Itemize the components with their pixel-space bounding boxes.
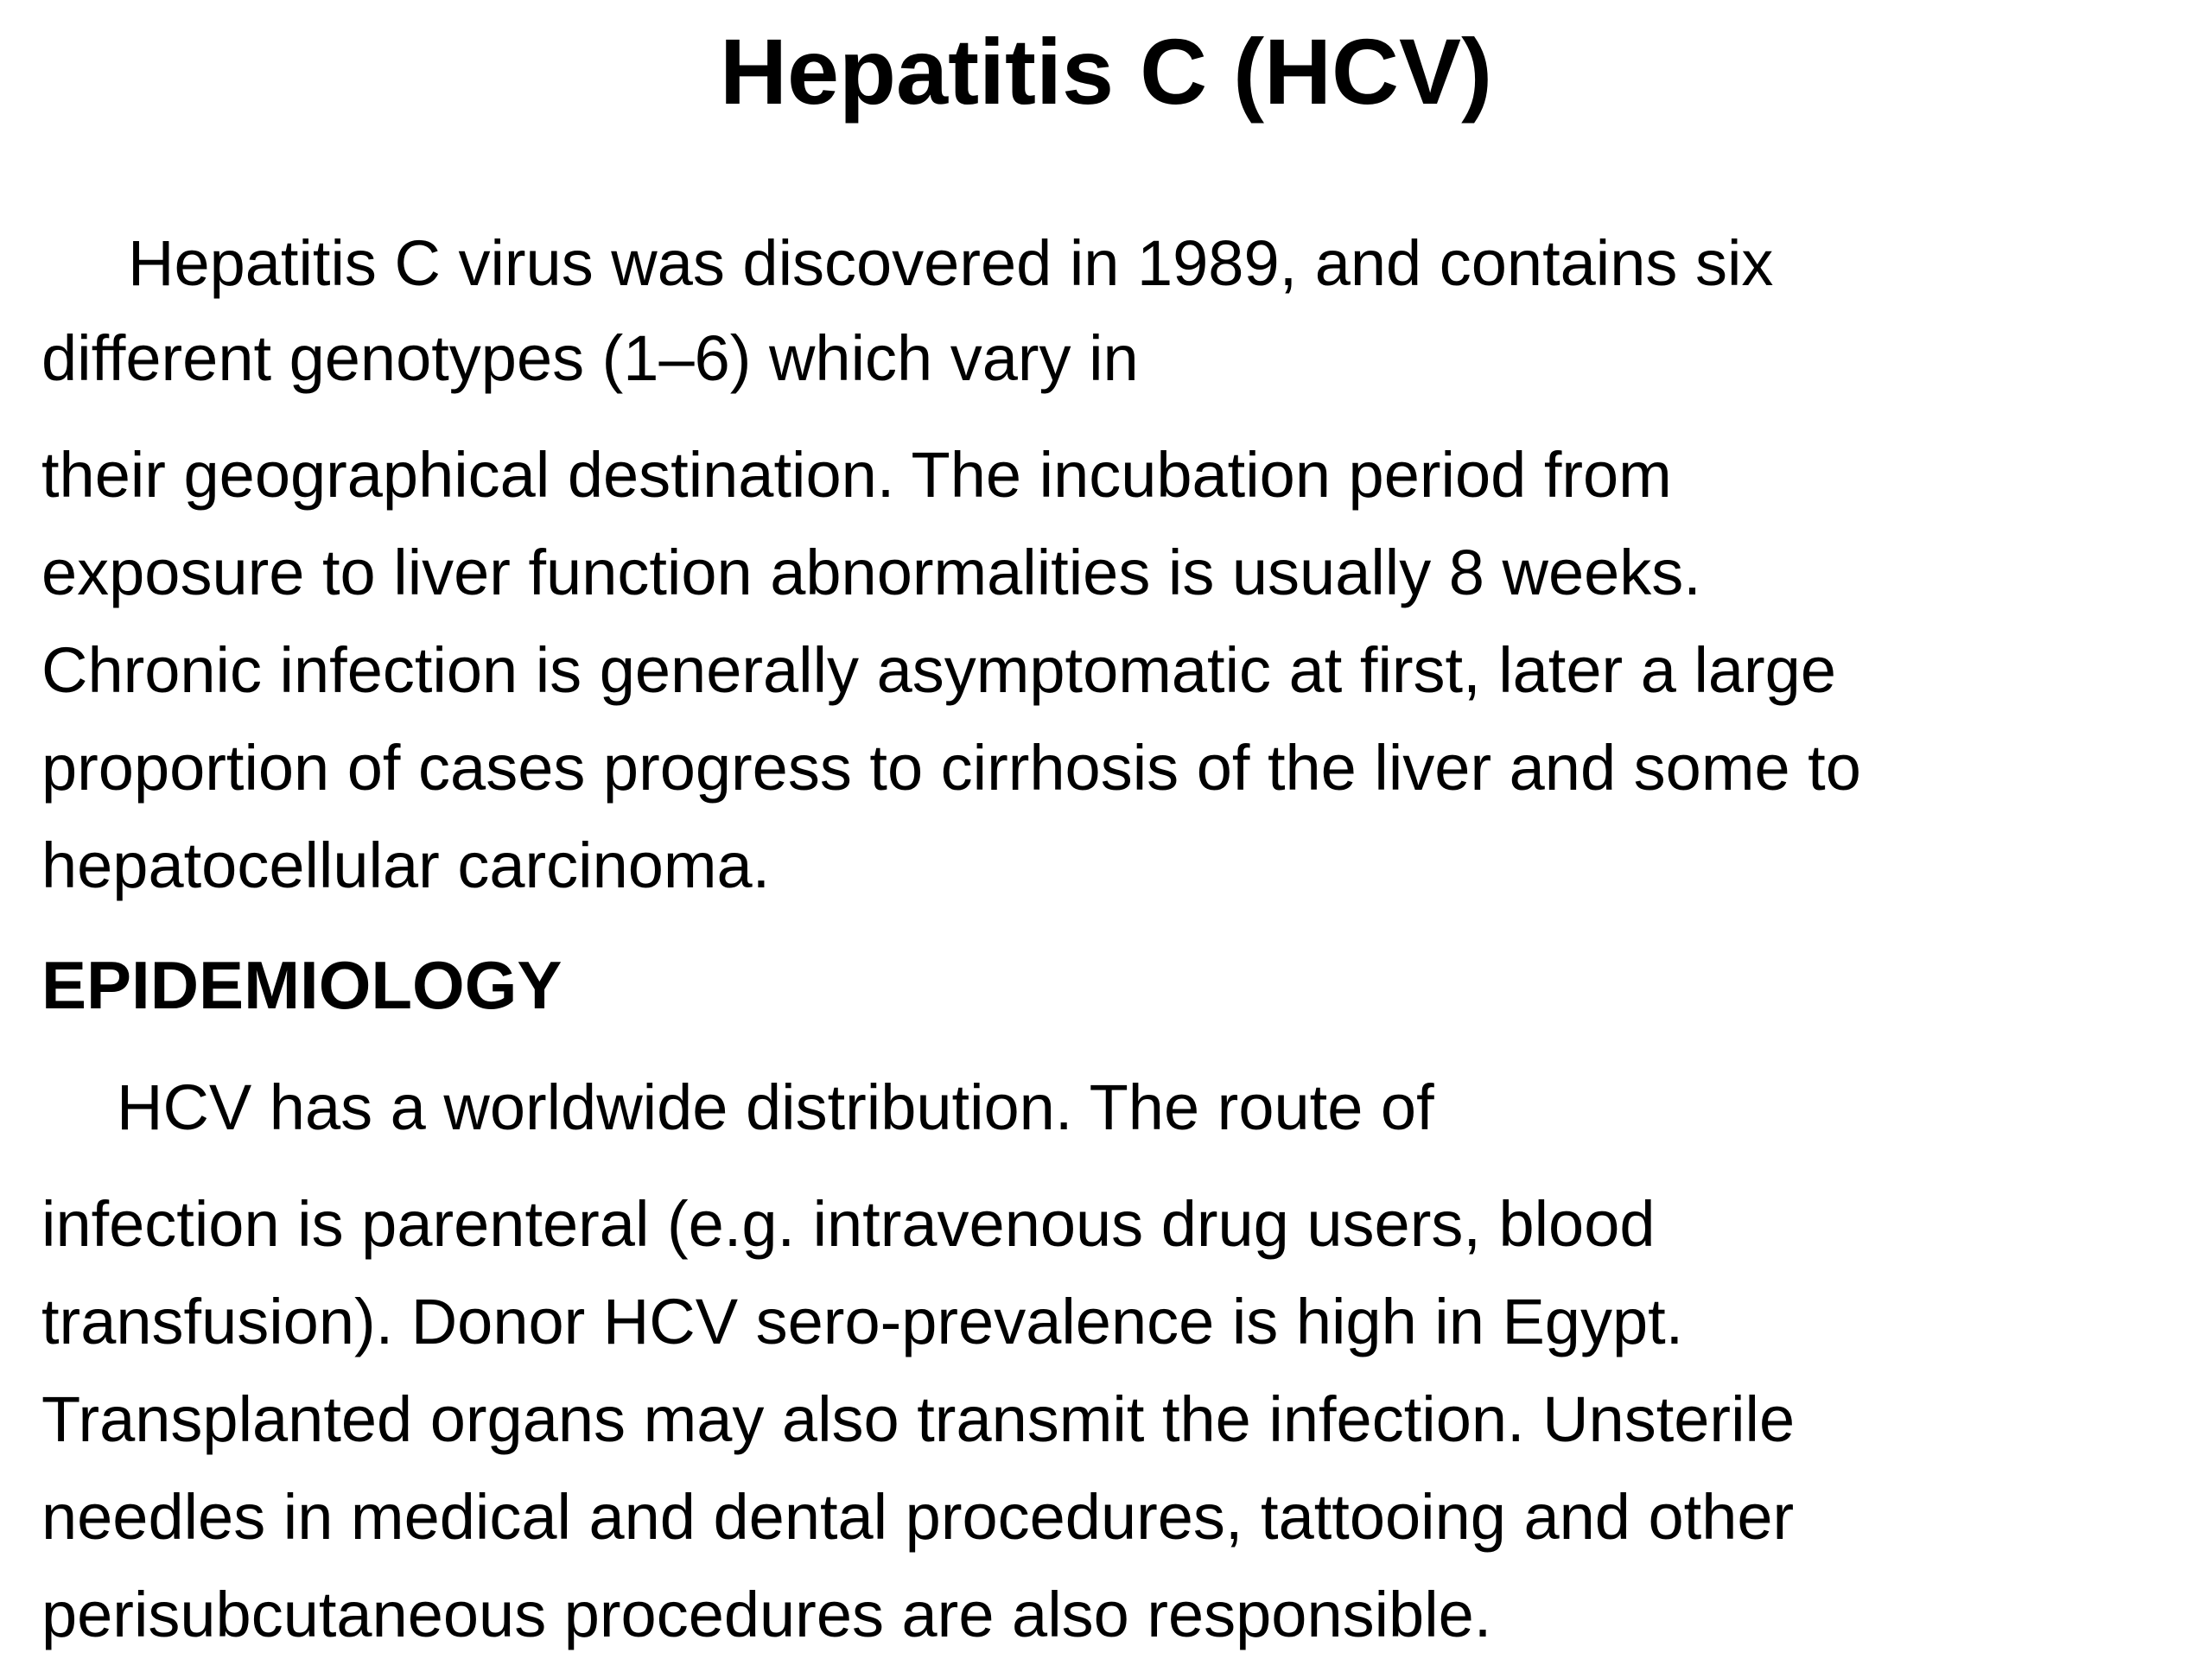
page-title: Hepatitis C (HCV) (719, 19, 1493, 124)
paragraph-1-line-4: exposure to liver function abnormalities is usually 8 weeks. (41, 537, 1701, 608)
paragraph-1-line-7: hepatocellular carcinoma. (41, 830, 771, 901)
paragraph-2-line-4: Transplanted organs may also transmit the infection. Unsterile (41, 1383, 1796, 1455)
paragraph-1-line-6: proportion of cases progress to cirrhosis of the liver and some to (41, 732, 1861, 804)
paragraph-1-line-1: Hepatitis C virus was discovered in 1989, and contains six (128, 227, 1774, 299)
paragraph-1-line-5: Chronic infection is generally asymptomatic at first, later a large (41, 634, 1836, 706)
paragraph-1-line-2: different genotypes (1–6) which vary in (41, 322, 1139, 394)
paragraph-2-line-5: needles in medical and dental procedures, tattooing and other (41, 1481, 1795, 1553)
paragraph-2-line-6: perisubcutaneous procedures are also responsible. (41, 1579, 1492, 1650)
paragraph-2-line-3: transfusion). Donor HCV sero-prevalence is high in Egypt. (41, 1286, 1684, 1357)
paragraph-2-line-2: infection is parenteral (e.g. intravenous drug users, blood (41, 1188, 1656, 1260)
paragraph-2-line-1: HCV has a worldwide distribution. The route of (117, 1071, 1434, 1143)
section-heading-epidemiology: EPIDEMIOLOGY (41, 947, 563, 1023)
paragraph-1-line-3: their geographical destination. The incubation period from (41, 439, 1672, 511)
